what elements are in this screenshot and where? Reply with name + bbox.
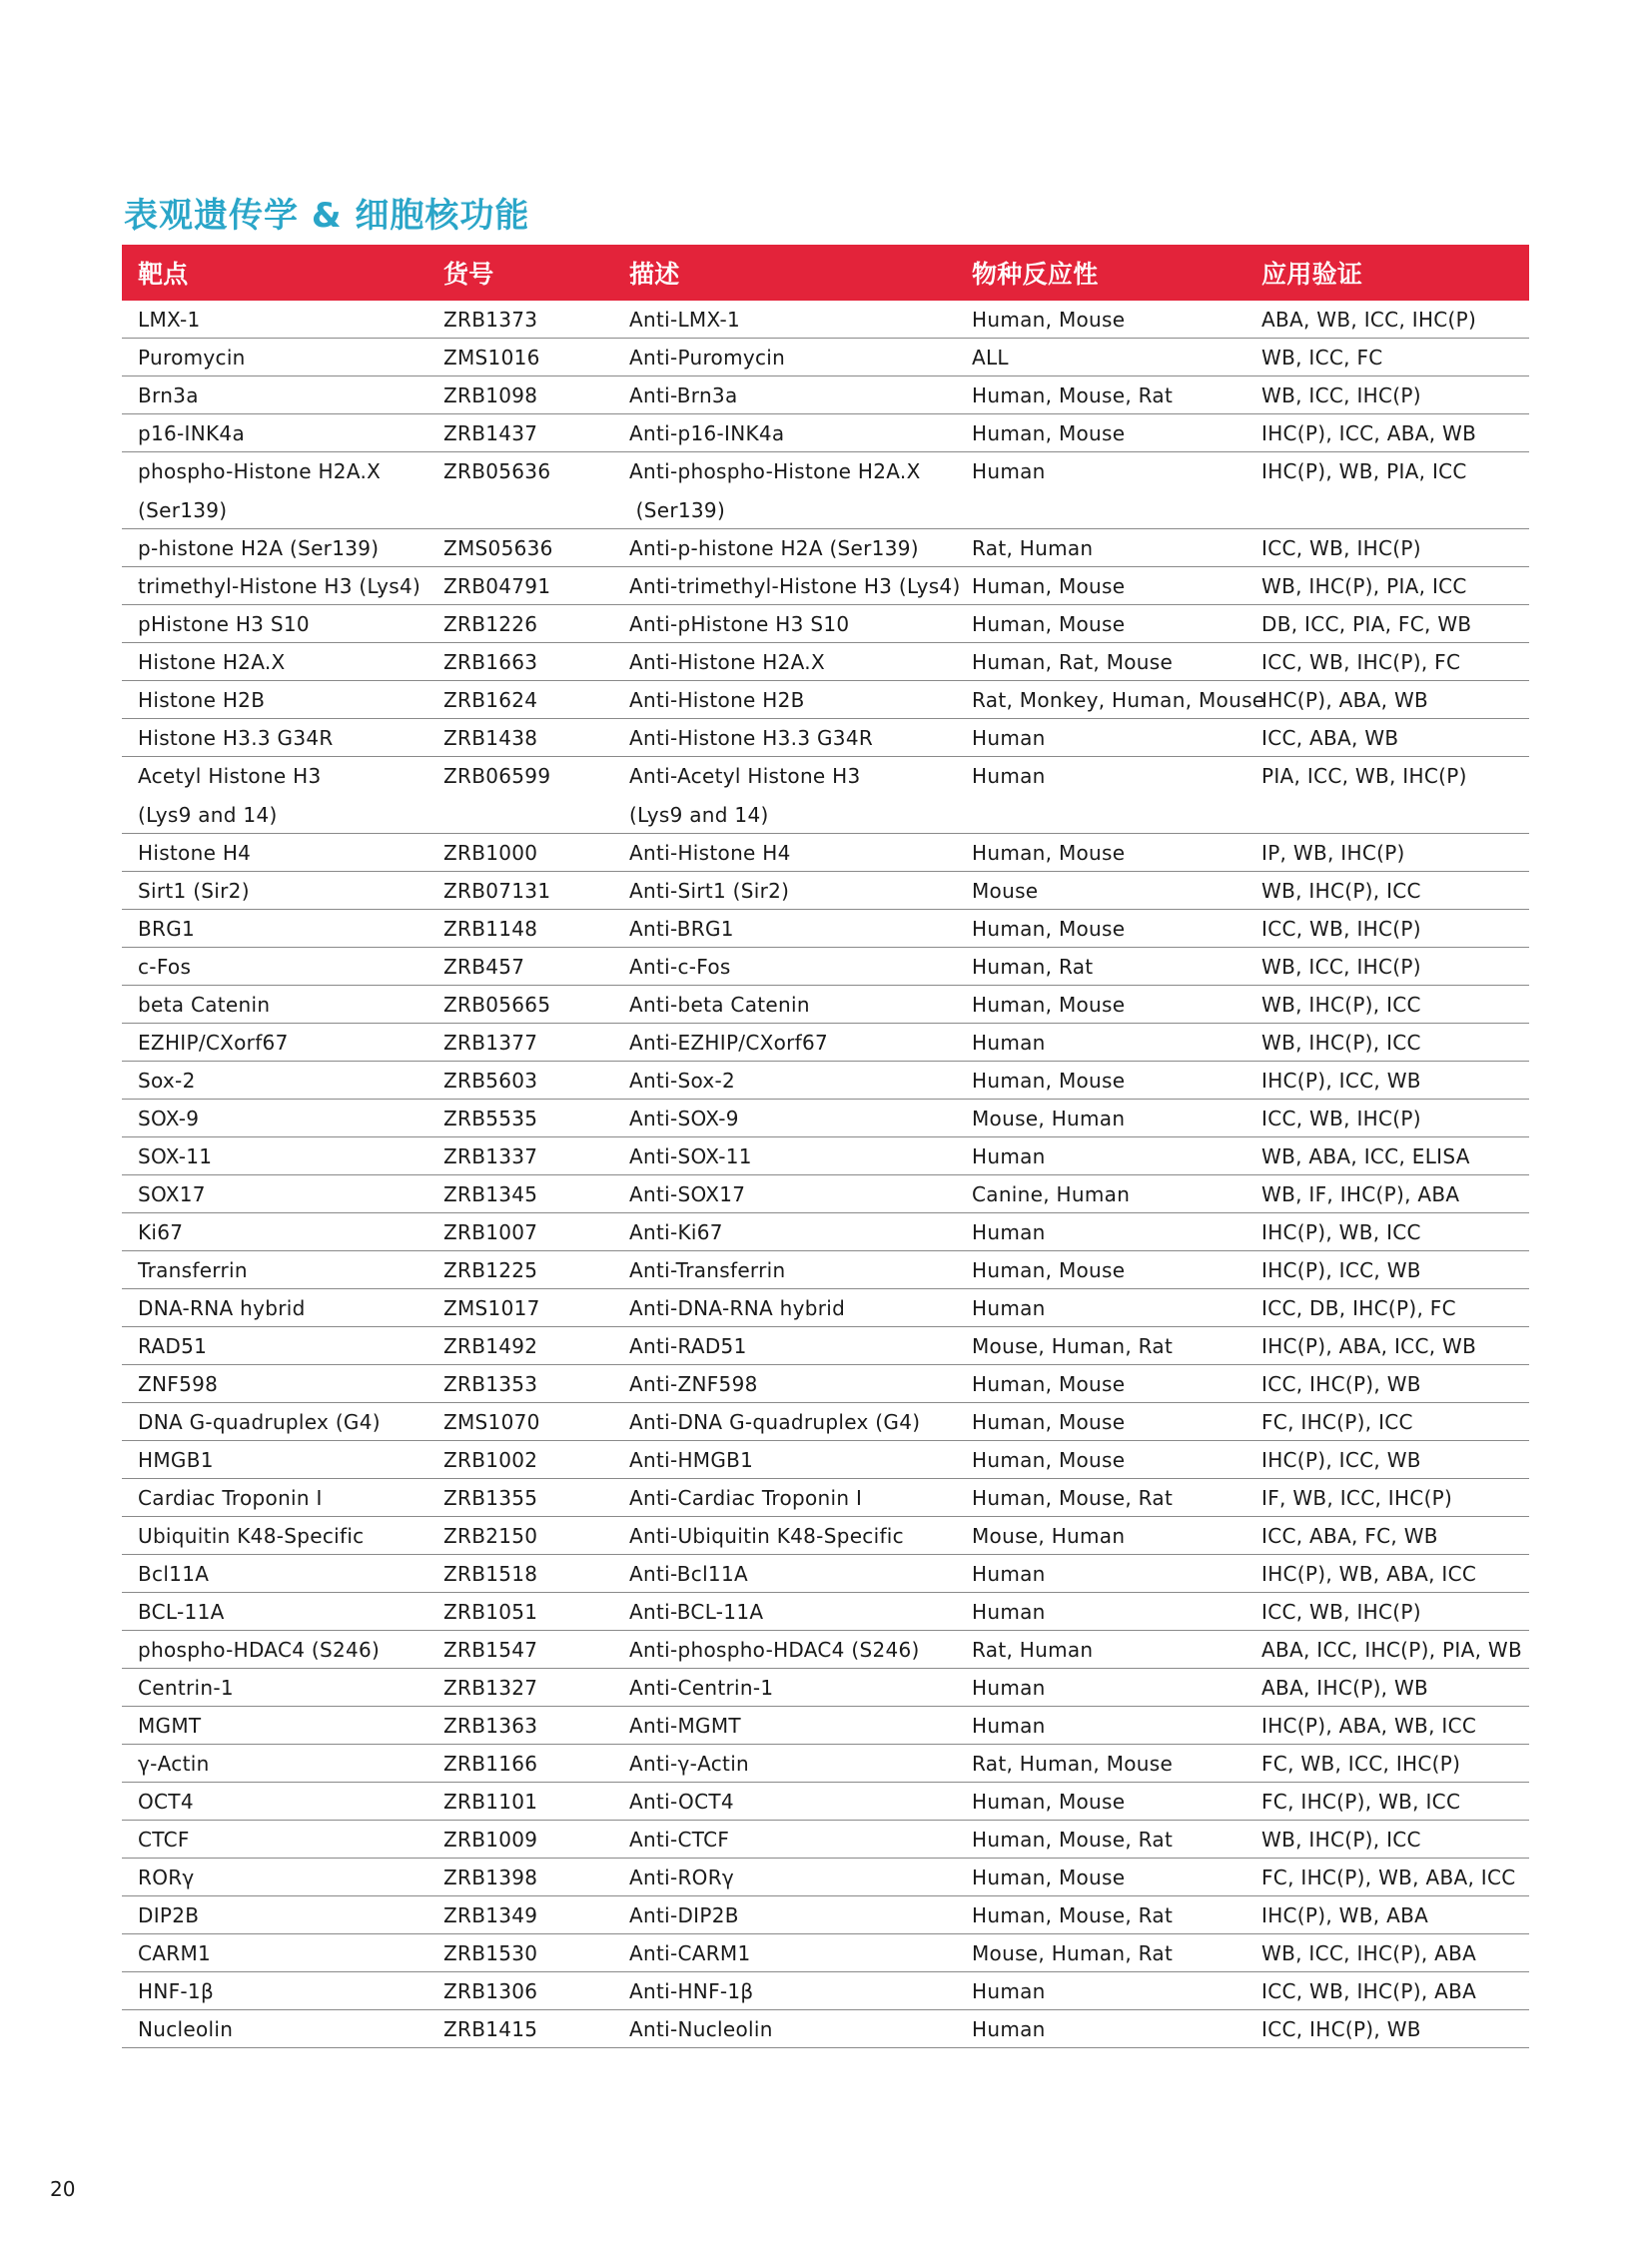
cell-target: EZHIP/CXorf67 [138,1030,289,1055]
cell-applications: WB, ICC, IHC(P), ABA [1261,1940,1477,1965]
cell-applications: IHC(P), ABA, WB [1261,687,1429,712]
cell-target: Sox-2 [138,1068,196,1093]
cell-species: Human, Mouse [972,840,1126,865]
table-row [122,643,1529,681]
table-row [122,1631,1529,1669]
cell-description: Anti-DNA G-quadruplex (G4) [629,1409,921,1434]
cell-description: Anti-SOX17 [629,1181,746,1206]
cell-target: ZNF598 [138,1371,219,1396]
cell-description: Anti-p16-INK4a [629,420,785,445]
cell-species: Human, Mouse, Rat [972,1902,1174,1927]
table-row [122,681,1529,719]
cell-description: Anti-Histone H2B [629,687,805,712]
cell-species: Rat, Human [972,535,1094,560]
table-row [122,1137,1529,1175]
cell-species: Mouse, Human [972,1106,1126,1130]
cell-applications: IHC(P), WB, PIA, ICC [1261,459,1467,483]
cell-catalog-no: ZRB1377 [443,1030,538,1055]
cell-applications: WB, ABA, ICC, ELISA [1261,1143,1470,1168]
table-row [122,1251,1529,1289]
cell-target: DIP2B [138,1902,200,1927]
table-row [122,910,1529,948]
cell-description: Anti-Histone H2A.X [629,649,825,674]
table-row [122,1859,1529,1896]
cell-description: Anti-Acetyl Histone H3 (Lys9 and 14) [629,764,861,827]
cell-applications: FC, IHC(P), WB, ICC [1261,1789,1461,1814]
table-row [122,1289,1529,1327]
cell-applications: IHC(P), ABA, WB, ICC [1261,1713,1477,1738]
table-header [122,245,1529,301]
cell-species: Human [972,1143,1046,1168]
cell-description: Anti-Histone H4 [629,840,791,865]
cell-description: Anti-SOX-9 [629,1106,739,1130]
cell-catalog-no: ZRB1663 [443,649,538,674]
table-row [122,1593,1529,1631]
table-row [122,986,1529,1024]
cell-catalog-no: ZRB1624 [443,687,538,712]
table-row [122,719,1529,757]
cell-applications: IP, WB, IHC(P) [1261,840,1405,865]
cell-target: LMX-1 [138,307,201,332]
cell-species: Human [972,1675,1046,1700]
table-row [122,1555,1529,1593]
table-row [122,1745,1529,1783]
cell-description: Anti-CTCF [629,1827,730,1852]
table-row [122,1517,1529,1555]
cell-description: Anti-LMX-1 [629,307,741,332]
table-row [122,414,1529,452]
cell-target: Cardiac Troponin I [138,1485,323,1510]
cell-catalog-no: ZRB1492 [443,1333,538,1358]
cell-description: Anti-Brn3a [629,382,738,407]
cell-catalog-no: ZRB05636 [443,459,551,483]
cell-species: Human, Mouse [972,307,1126,332]
cell-target: Histone H2A.X [138,649,286,674]
cell-description: Anti-CARM1 [629,1940,751,1965]
header-species: 物种反应性 [972,260,1099,289]
cell-species: Human, Mouse [972,420,1126,445]
cell-catalog-no: ZRB1000 [443,840,538,865]
cell-applications: IHC(P), ICC, ABA, WB [1261,420,1477,445]
cell-species: Human [972,1713,1046,1738]
cell-target: OCT4 [138,1789,194,1814]
cell-species: Human [972,725,1046,750]
cell-applications: ICC, WB, IHC(P) [1261,916,1421,941]
cell-description: Anti-phospho-Histone H2A.X (Ser139) [629,459,921,522]
cell-applications: FC, IHC(P), WB, ABA, ICC [1261,1865,1516,1889]
cell-target: RAD51 [138,1333,208,1358]
table-row [122,1707,1529,1745]
cell-applications: ICC, DB, IHC(P), FC [1261,1295,1456,1320]
cell-applications: IHC(P), ICC, WB [1261,1257,1421,1282]
cell-catalog-no: ZRB5603 [443,1068,538,1093]
cell-species: Rat, Human [972,1637,1094,1662]
table-row [122,1062,1529,1100]
cell-description: Anti-Sox-2 [629,1068,736,1093]
cell-species: Human [972,2016,1046,2041]
cell-target: beta Catenin [138,992,271,1017]
table-row [122,1100,1529,1137]
cell-target: CTCF [138,1827,190,1852]
cell-applications: ICC, ABA, FC, WB [1261,1523,1438,1548]
cell-catalog-no: ZRB1226 [443,611,538,636]
cell-applications: ICC, WB, IHC(P) [1261,535,1421,560]
cell-catalog-no: ZMS1070 [443,1409,540,1434]
header-catalog-no: 货号 [443,260,494,289]
page-number: 20 [50,2177,76,2201]
cell-target: Sirt1 (Sir2) [138,878,250,903]
table-row [122,1213,1529,1251]
cell-catalog-no: ZRB1398 [443,1865,538,1889]
section-title: 表观遗传学 & 细胞核功能 [124,196,530,236]
table-row [122,529,1529,567]
cell-catalog-no: ZRB2150 [443,1523,538,1548]
cell-catalog-no: ZRB1166 [443,1751,538,1776]
cell-catalog-no: ZMS05636 [443,535,553,560]
cell-applications: ICC, WB, IHC(P), ABA [1261,1978,1477,2003]
cell-species: Mouse [972,878,1039,903]
cell-target: pHistone H3 S10 [138,611,310,636]
cell-applications: ICC, IHC(P), WB [1261,2016,1421,2041]
cell-description: Anti-HNF-1β [629,1978,754,2003]
cell-description: Anti-c-Fos [629,954,731,979]
cell-target: BCL-11A [138,1599,225,1624]
cell-catalog-no: ZRB1438 [443,725,538,750]
cell-target: Nucleolin [138,2016,234,2041]
cell-catalog-no: ZRB1518 [443,1561,538,1586]
table-row [122,1327,1529,1365]
antibody-table [122,245,1529,2048]
cell-catalog-no: ZRB457 [443,954,525,979]
cell-applications: IHC(P), ICC, WB [1261,1447,1421,1472]
cell-description: Anti-BRG1 [629,916,734,941]
cell-catalog-no: ZRB1009 [443,1827,538,1852]
cell-species: Human, Mouse, Rat [972,1485,1174,1510]
table-row [122,2010,1529,2048]
cell-species: Human, Rat, Mouse [972,649,1174,674]
cell-applications: ICC, WB, IHC(P), FC [1261,649,1461,674]
table-row [122,567,1529,605]
cell-catalog-no: ZRB1349 [443,1902,538,1927]
cell-target: SOX-11 [138,1143,213,1168]
cell-description: Anti-beta Catenin [629,992,810,1017]
cell-species: Human [972,1561,1046,1586]
table-row [122,1479,1529,1517]
table-row [122,1821,1529,1859]
cell-species: Human [972,1030,1046,1055]
cell-target: Bcl11A [138,1561,210,1586]
cell-applications: FC, IHC(P), ICC [1261,1409,1413,1434]
cell-species: Human, Mouse [972,1865,1126,1889]
cell-species: Human, Mouse [972,992,1126,1017]
cell-description: Anti-γ-Actin [629,1751,750,1776]
cell-catalog-no: ZRB1437 [443,420,538,445]
cell-catalog-no: ZRB1547 [443,1637,538,1662]
cell-catalog-no: ZRB05665 [443,992,551,1017]
cell-description: Anti-Nucleolin [629,2016,773,2041]
cell-target: MGMT [138,1713,202,1738]
cell-applications: WB, ICC, IHC(P) [1261,382,1421,407]
table-row [122,1896,1529,1934]
cell-applications: WB, IHC(P), ICC [1261,992,1421,1017]
cell-description: Anti-Puromycin [629,345,786,370]
cell-target: Ubiquitin K48-Specific [138,1523,365,1548]
cell-target: Ki67 [138,1219,184,1244]
cell-applications: IF, WB, ICC, IHC(P) [1261,1485,1453,1510]
cell-target: phospho-Histone H2A.X (Ser139) [138,459,382,522]
table-row [122,757,1529,834]
cell-description: Anti-Bcl11A [629,1561,748,1586]
cell-applications: ABA, ICC, IHC(P), PIA, WB [1261,1637,1522,1662]
header-target: 靶点 [138,260,189,289]
table-row [122,1934,1529,1972]
cell-description: Anti-RAD51 [629,1333,747,1358]
cell-species: ALL [972,345,1009,370]
cell-species: Human, Mouse [972,916,1126,941]
cell-species: Mouse, Human, Rat [972,1940,1174,1965]
cell-species: Human [972,459,1046,483]
cell-species: Human [972,1599,1046,1624]
cell-description: Anti-Centrin-1 [629,1675,774,1700]
cell-catalog-no: ZRB1101 [443,1789,538,1814]
header-description: 描述 [629,260,680,289]
table-row [122,948,1529,986]
cell-catalog-no: ZRB1363 [443,1713,538,1738]
cell-target: Histone H3.3 G34R [138,725,334,750]
cell-catalog-no: ZRB1415 [443,2016,538,2041]
cell-species: Mouse, Human [972,1523,1126,1548]
table-row [122,1972,1529,2010]
cell-catalog-no: ZRB1306 [443,1978,538,2003]
cell-target: Histone H2B [138,687,266,712]
cell-target: HNF-1β [138,1978,215,2003]
cell-species: Human, Mouse [972,1447,1126,1472]
cell-species: Human, Mouse, Rat [972,1827,1174,1852]
cell-applications: IHC(P), WB, ICC [1261,1219,1421,1244]
cell-target: Centrin-1 [138,1675,234,1700]
table-row [122,872,1529,910]
cell-applications: WB, IHC(P), PIA, ICC [1261,573,1467,598]
cell-species: Rat, Monkey, Human, Mouse [972,687,1265,712]
cell-catalog-no: ZRB1051 [443,1599,538,1624]
cell-applications: WB, IHC(P), ICC [1261,1827,1421,1852]
cell-applications: ABA, WB, ICC, IHC(P) [1261,307,1477,332]
cell-catalog-no: ZRB5535 [443,1106,538,1130]
cell-target: p-histone H2A (Ser139) [138,535,380,560]
cell-target: Brn3a [138,382,199,407]
cell-description: Anti-HMGB1 [629,1447,754,1472]
cell-applications: WB, IF, IHC(P), ABA [1261,1181,1460,1206]
table-row [122,1403,1529,1441]
cell-applications: WB, IHC(P), ICC [1261,878,1421,903]
table-row [122,339,1529,376]
cell-applications: IHC(P), ABA, ICC, WB [1261,1333,1477,1358]
cell-description: Anti-Ubiquitin K48-Specific [629,1523,904,1548]
cell-catalog-no: ZRB1530 [443,1940,538,1965]
cell-target: Transferrin [138,1257,248,1282]
cell-target: phospho-HDAC4 (S246) [138,1637,381,1662]
cell-species: Human [972,1295,1046,1320]
cell-target: Acetyl Histone H3 (Lys9 and 14) [138,764,322,827]
cell-description: Anti-ZNF598 [629,1371,758,1396]
cell-catalog-no: ZRB1373 [443,307,538,332]
cell-catalog-no: ZRB1148 [443,916,538,941]
table-row [122,1365,1529,1403]
cell-catalog-no: ZRB1337 [443,1143,538,1168]
cell-target: DNA G-quadruplex (G4) [138,1409,381,1434]
cell-description: Anti-Transferrin [629,1257,786,1282]
cell-description: Anti-BCL-11A [629,1599,764,1624]
table-row [122,1441,1529,1479]
cell-applications: WB, ICC, IHC(P) [1261,954,1421,979]
cell-description: Anti-Histone H3.3 G34R [629,725,874,750]
cell-applications: ABA, IHC(P), WB [1261,1675,1429,1700]
cell-description: Anti-MGMT [629,1713,741,1738]
cell-catalog-no: ZRB1355 [443,1485,538,1510]
cell-species: Human, Mouse [972,611,1126,636]
cell-description: Anti-DIP2B [629,1902,739,1927]
cell-applications: ICC, IHC(P), WB [1261,1371,1421,1396]
table-row [122,1024,1529,1062]
cell-applications: FC, WB, ICC, IHC(P) [1261,1751,1461,1776]
header-applications: 应用验证 [1261,260,1363,289]
cell-applications: WB, IHC(P), ICC [1261,1030,1421,1055]
table-row [122,834,1529,872]
cell-target: BRG1 [138,916,196,941]
cell-target: SOX17 [138,1181,206,1206]
cell-species: Human [972,1219,1046,1244]
cell-applications: ICC, WB, IHC(P) [1261,1106,1421,1130]
cell-target: DNA-RNA hybrid [138,1295,306,1320]
cell-catalog-no: ZRB06599 [443,764,551,788]
cell-catalog-no: ZRB1327 [443,1675,538,1700]
table-row [122,452,1529,529]
cell-target: CARM1 [138,1940,212,1965]
cell-description: Anti-EZHIP/CXorf67 [629,1030,829,1055]
table-row [122,1175,1529,1213]
cell-description: Anti-Ki67 [629,1219,723,1244]
cell-catalog-no: ZRB1002 [443,1447,538,1472]
cell-species: Human, Mouse, Rat [972,382,1174,407]
cell-catalog-no: ZMS1017 [443,1295,540,1320]
cell-description: Anti-trimethyl-Histone H3 (Lys4) [629,573,961,598]
cell-target: RORγ [138,1865,195,1889]
cell-applications: ICC, WB, IHC(P) [1261,1599,1421,1624]
table-row [122,301,1529,339]
table-row [122,1783,1529,1821]
cell-species: Human, Mouse [972,1371,1126,1396]
cell-applications: ICC, ABA, WB [1261,725,1399,750]
cell-catalog-no: ZRB07131 [443,878,551,903]
cell-catalog-no: ZRB1225 [443,1257,538,1282]
cell-catalog-no: ZRB1098 [443,382,538,407]
cell-species: Human, Mouse [972,1068,1126,1093]
cell-target: c-Fos [138,954,192,979]
cell-description: Anti-pHistone H3 S10 [629,611,850,636]
cell-species: Mouse, Human, Rat [972,1333,1174,1358]
table-body [122,301,1529,2048]
cell-catalog-no: ZMS1016 [443,345,540,370]
cell-applications: DB, ICC, PIA, FC, WB [1261,611,1472,636]
cell-catalog-no: ZRB04791 [443,573,551,598]
cell-species: Human [972,1978,1046,2003]
cell-species: Human, Mouse [972,573,1126,598]
cell-species: Canine, Human [972,1181,1131,1206]
cell-description: Anti-Cardiac Troponin I [629,1485,863,1510]
cell-species: Human, Mouse [972,1409,1126,1434]
cell-target: trimethyl-Histone H3 (Lys4) [138,573,421,598]
cell-target: Histone H4 [138,840,252,865]
table-row [122,605,1529,643]
cell-target: SOX-9 [138,1106,200,1130]
cell-description: Anti-DNA-RNA hybrid [629,1295,846,1320]
cell-applications: IHC(P), ICC, WB [1261,1068,1421,1093]
cell-species: Human [972,764,1046,788]
cell-description: Anti-OCT4 [629,1789,734,1814]
cell-target: Puromycin [138,345,246,370]
cell-applications: PIA, ICC, WB, IHC(P) [1261,764,1467,788]
cell-description: Anti-p-histone H2A (Ser139) [629,535,919,560]
cell-target: HMGB1 [138,1447,214,1472]
cell-species: Human, Rat [972,954,1094,979]
cell-target: γ-Actin [138,1751,210,1776]
cell-species: Human, Mouse [972,1789,1126,1814]
table-row [122,1669,1529,1707]
cell-description: Anti-SOX-11 [629,1143,752,1168]
cell-description: Anti-Sirt1 (Sir2) [629,878,790,903]
cell-species: Human, Mouse [972,1257,1126,1282]
cell-catalog-no: ZRB1007 [443,1219,538,1244]
cell-catalog-no: ZRB1353 [443,1371,538,1396]
cell-applications: IHC(P), WB, ABA, ICC [1261,1561,1477,1586]
cell-catalog-no: ZRB1345 [443,1181,538,1206]
cell-applications: IHC(P), WB, ABA [1261,1902,1429,1927]
cell-applications: WB, ICC, FC [1261,345,1383,370]
cell-description: Anti-RORγ [629,1865,735,1889]
cell-species: Rat, Human, Mouse [972,1751,1174,1776]
cell-description: Anti-phospho-HDAC4 (S246) [629,1637,920,1662]
cell-target: p16-INK4a [138,420,246,445]
table-row [122,376,1529,414]
